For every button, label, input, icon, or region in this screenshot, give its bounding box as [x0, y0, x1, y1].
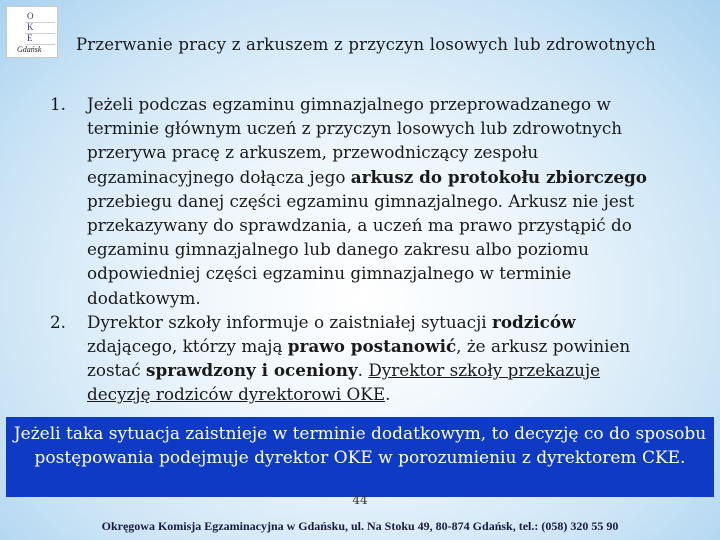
bold-text: prawo postanowić: [287, 336, 457, 357]
list-item: [50, 310, 665, 407]
logo-rule: [25, 33, 55, 34]
item-text: Dyrektor szkoły informuje o zaistniałej sytuacji: [87, 311, 492, 332]
list-number: 2.: [50, 311, 67, 332]
item-text: .: [357, 360, 369, 381]
list-number: 1.: [50, 94, 67, 114]
page-number: 44: [352, 493, 368, 507]
highlight-box: [6, 417, 714, 497]
logo-letter-k: K: [27, 22, 34, 32]
item-text: przebiegu danej części egzaminu gimnazjalnego. Arkusz nie jest przekazywany do sprawdzania, a uczeń ma prawo przystąpić do egzaminu gimnazjalnego lub danego zakresu albo poziomu odpowiedniej części egzaminu gimnazjalnego w terminie dodatkowym.: [87, 190, 635, 308]
oke-logo: [6, 6, 58, 58]
logo-rule: [25, 22, 55, 23]
bold-text: rodziców: [492, 311, 576, 332]
list-item: [50, 92, 665, 310]
item-text: Jeżeli podczas egzaminu gimnazjalnego przeprowadzanego w terminie głównym uczeń z przyczyn losowych lub zdrowotnych przerywa pracę z arkuszem, przewodniczący zespołu egzaminacyjnego dołącza jego: [87, 94, 623, 187]
item-text: .: [385, 384, 391, 405]
bold-text: arkusz do protokołu zbiorczego: [350, 166, 647, 187]
logo-city: Gdańsk: [17, 45, 42, 54]
bold-text: sprawdzony i oceniony: [146, 360, 358, 381]
item-text: zdającego, którzy mają: [87, 336, 288, 357]
item-text: , że arkusz powinien zostać: [87, 336, 631, 381]
footer-address: Okręgowa Komisja Egzaminacyjna w Gdańsku, ul. Na Stoku 49, 80-874 Gdańsk, tel.: (058) 320 55 90: [101, 519, 619, 533]
underlined-text: Dyrektor szkoły przekazuje decyzję rodziców dyrektorowi OKE: [87, 360, 601, 405]
slide-content: [50, 92, 665, 407]
highlight-text: Jeżeli taka sytuacja zaistnieje w terminie dodatkowym, to decyzję co do sposobu postępowania podejmuje dyrektor OKE w porozumieniu z dyrektorem CKE.: [13, 424, 707, 468]
slide-title: Przerwanie pracy z arkuszem z przyczyn losowych lub zdrowotnych: [76, 35, 656, 54]
logo-letter-o: O: [27, 11, 34, 21]
logo-letter-e: E: [27, 33, 33, 43]
